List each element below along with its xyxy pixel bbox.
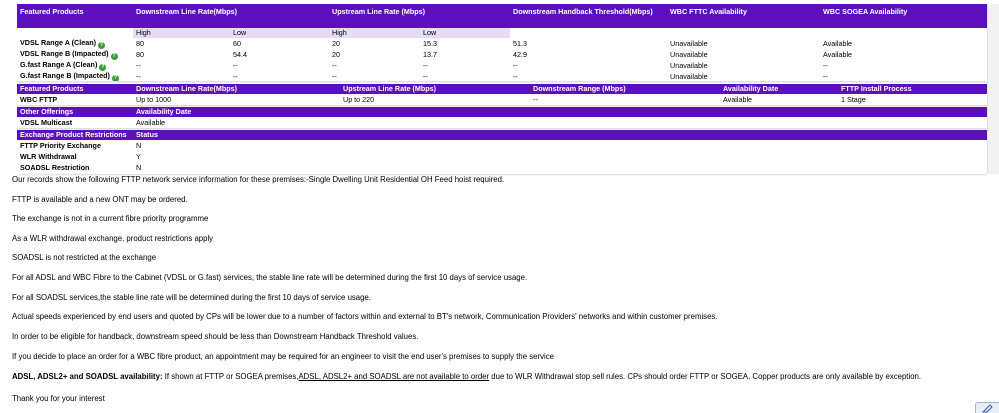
table-row — [17, 49, 987, 60]
table-row — [17, 117, 987, 128]
table-row — [17, 140, 987, 151]
featured-products-table — [17, 4, 987, 82]
install-process: 1 Stage — [841, 94, 866, 104]
fttc-availability: Unavailable — [670, 49, 708, 59]
ds-high: -- — [136, 71, 141, 81]
us-rate: Up to 220 — [343, 94, 375, 104]
threshold: 42.9 — [513, 49, 528, 59]
ds-low: 54.4 — [233, 49, 247, 59]
restriction-name: WLR Withdrawal — [20, 151, 77, 161]
header-install-process: FTTP Install Process — [838, 84, 987, 94]
message-actual-speeds: Actual speeds experienced by end users and quoted by CPs will be lower due to a number of factors within and external to BT's network, Communication Providers' networks and within customer premises. — [12, 312, 718, 321]
ds-high: 80 — [136, 49, 144, 59]
product-name: VDSL Range B (Impacted) — [20, 49, 109, 58]
fttc-availability: Unavailable — [670, 38, 708, 48]
message-soadsl-stable-rate: For all SOADSL services,the stable line rate will be determined during the first 10 days of service usage. — [12, 293, 371, 302]
header-upstream-rate: Upstream Line Rate (Mbps) — [340, 84, 530, 94]
sogea-availability: -- — [823, 71, 828, 81]
table-header — [17, 130, 987, 140]
us-low: -- — [423, 60, 428, 70]
us-high: 20 — [332, 49, 341, 59]
restriction-status: N — [136, 140, 142, 150]
subheader-ds-low: Low — [230, 28, 329, 38]
header-availability-date: Availability Date — [133, 107, 987, 117]
message-thank-you: Thank you for your interest — [12, 394, 105, 403]
ds-low: -- — [233, 71, 238, 81]
subheader-ds-high: High — [133, 28, 230, 38]
threshold: -- — [513, 71, 518, 81]
table-row — [17, 151, 987, 162]
offering-availability: Available — [136, 117, 166, 127]
message-priority-programme: The exchange is not in a current fibre priority programme — [12, 214, 209, 223]
us-low: 15.3 — [423, 38, 438, 48]
us-high: -- — [332, 60, 337, 70]
message-adsl-availability: ADSL, ADSL2+ and SOADSL availability: If shown at FTTP or SOGEA premises,ADSL, ADSL2+ and SOADSL are not available to order due to WLR Withdrawal stop sell rules. CPs should order FTTP or SOGEA. Copper products are only available by exception. — [12, 372, 922, 381]
table-header — [17, 107, 987, 117]
header-exchange-restrictions: Exchange Product Restrictions — [17, 130, 133, 140]
message-wlr-withdrawal: As a WLR withdrawal exchange, product restrictions apply — [12, 234, 214, 243]
ds-low: 60 — [233, 38, 241, 48]
header-upstream-rate: Upstream Line Rate (Mbps) — [329, 4, 510, 28]
header-downstream-rate: Downstream Line Rate(Mbps) — [133, 84, 340, 94]
table-subheader — [17, 28, 987, 38]
help-circle-icon[interactable]: ? — [101, 64, 105, 70]
message-soadsl: SOADSL is not restricted at the exchange — [12, 253, 157, 262]
table-row — [17, 162, 987, 173]
threshold: 51.3 — [513, 38, 528, 48]
message-handback: In order to be eligible for handback, downstream speed should be less than Downstream Handback Threshold values. — [12, 332, 419, 341]
header-handback-threshold: Downstream Handback Threshold(Mbps) — [510, 4, 667, 28]
ds-high: 80 — [136, 38, 144, 48]
ds-rate: Up to 1000 — [136, 94, 172, 104]
header-availability-date: Availability Date — [720, 84, 838, 94]
us-high: 20 — [332, 38, 341, 48]
message-fttp-available: FTTP is available and a new ONT may be ordered. — [12, 195, 188, 204]
sogea-availability: -- — [823, 60, 828, 70]
message-appointment: If you decide to place an order for a WBC fibre product, an appointment may be required for an engineer to visit the end user's premises to supply the service — [12, 352, 554, 361]
table-header — [17, 84, 987, 94]
ds-high: -- — [136, 60, 141, 70]
product-name: G.fast Range B (Impacted) — [20, 71, 110, 80]
sogea-availability: Available — [823, 38, 853, 48]
table-row — [17, 94, 987, 105]
help-circle-icon[interactable]: ? — [99, 42, 104, 48]
header-fttc-availability: WBC FTTC Availability — [667, 4, 820, 28]
header-other-offerings: Other Offerings — [17, 107, 133, 117]
other-offerings-table — [17, 107, 987, 128]
subheader-us-low: Low — [420, 28, 510, 38]
table-row — [17, 38, 987, 49]
fttc-availability: Unavailable — [670, 71, 708, 81]
threshold: -- — [513, 60, 518, 70]
us-low: -- — [423, 71, 428, 81]
header-downstream-rate: Downstream Line Rate(Mbps) — [133, 4, 329, 28]
restriction-name: FTTP Priority Exchange — [20, 140, 101, 150]
restriction-status: N — [136, 162, 142, 172]
header-sogea-availability: WBC SOGEA Availability — [820, 4, 987, 28]
frame-scroll-edge — [987, 4, 999, 174]
help-circle-icon[interactable]: ? — [113, 75, 117, 81]
fttc-availability: Unavailable — [670, 60, 708, 70]
product-name: VDSL Range A (Clean) — [20, 38, 97, 47]
header-featured-products: Featured Products — [17, 84, 133, 94]
product-name: WBC FTTP — [20, 94, 58, 104]
exchange-restrictions-table — [17, 130, 987, 173]
header-featured-products: Featured Products — [17, 4, 133, 28]
restriction-name: SOADSL Restriction — [20, 162, 90, 172]
fttp-products-table — [17, 84, 987, 105]
ds-low: -- — [233, 60, 238, 70]
restriction-status: Y — [136, 151, 141, 161]
us-low: 13.7 — [423, 49, 438, 59]
message-fttp-service-info: Our records show the following FTTP network service information for these premises:-Single Dwelling Unit Residential OH Feed hoist required. — [12, 175, 505, 184]
availability-date: Available — [723, 94, 753, 104]
table-header — [17, 4, 987, 28]
offering-name: VDSL Multicast — [20, 117, 73, 127]
ds-range: -- — [533, 94, 538, 104]
edit-icon[interactable] — [975, 402, 999, 413]
message-adsl-availability-label: ADSL, ADSL2+ and SOADSL availability: — [12, 372, 163, 381]
product-name: G.fast Range A (Clean) — [20, 60, 98, 69]
header-downstream-range: Downstream Range (Mbps) — [530, 84, 720, 94]
table-row — [17, 60, 987, 71]
header-status: Status — [133, 130, 987, 140]
sogea-availability: Available — [823, 49, 853, 59]
subheader-us-high: High — [329, 28, 420, 38]
message-not-available-underlined: ADSL, ADSL2+ and SOADSL are not available to order — [298, 372, 490, 381]
help-circle-icon[interactable]: ? — [112, 53, 116, 59]
message-adsl-stable-rate: For all ADSL and WBC Fibre to the Cabinet (VDSL or G.fast) services, the stable line rate will be determined during the first 10 days of service usage. — [12, 273, 528, 282]
us-high: -- — [332, 71, 337, 81]
